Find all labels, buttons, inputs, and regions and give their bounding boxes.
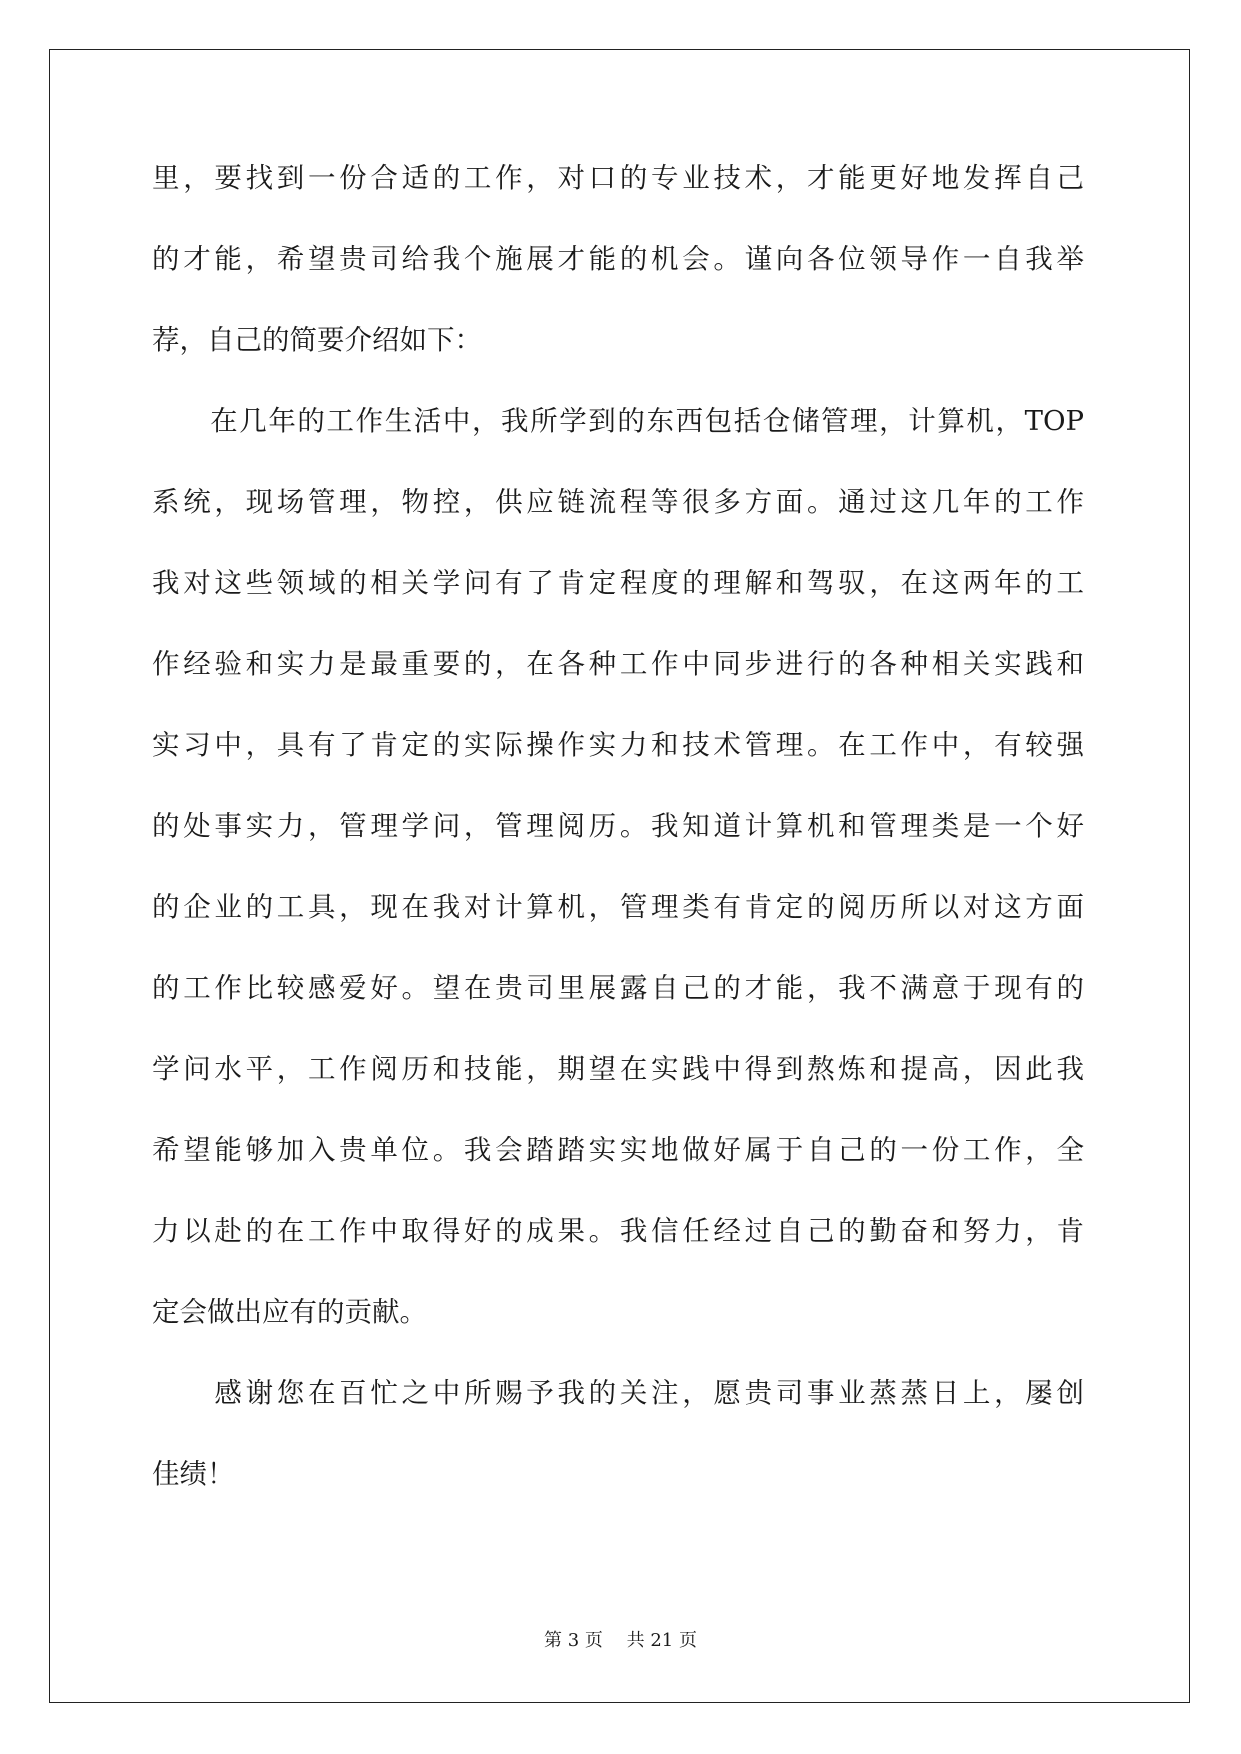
text-line: 在几年的工作生活中，我所学到的东西包括仓储管理，计算机，TOP — [152, 405, 1084, 437]
text-line: 学问水平，工作阅历和技能，期望在实践中得到熬炼和提高，因此我 — [152, 1053, 1084, 1085]
text-line: 里，要找到一份合适的工作，对口的专业技术，才能更好地发挥自己 — [152, 162, 1084, 194]
text-line: 作经验和实力是最重要的，在各种工作中同步进行的各种相关实践和 — [152, 648, 1084, 680]
text-line: 实习中，具有了肯定的实际操作实力和技术管理。在工作中，有较强 — [152, 729, 1084, 761]
page-number-footer: 第 3 页 共 21 页 — [544, 1630, 697, 1651]
text-line: 的企业的工具，现在我对计算机，管理类有肯定的阅历所以对这方面 — [152, 891, 1084, 923]
text-line: 的处事实力，管理学问，管理阅历。我知道计算机和管理类是一个好 — [152, 810, 1084, 842]
text-line: 的工作比较感爱好。望在贵司里展露自己的才能，我不满意于现有的 — [152, 972, 1084, 1004]
text-line: 定会做出应有的贡献。 — [152, 1296, 427, 1328]
text-line: 我对这些领域的相关学问有了肯定程度的理解和驾驭，在这两年的工 — [152, 567, 1084, 599]
text-line: 的才能，希望贵司给我个施展才能的机会。谨向各位领导作一自我举 — [152, 243, 1084, 275]
text-line: 力以赴的在工作中取得好的成果。我信任经过自己的勤奋和努力，肯 — [152, 1215, 1084, 1247]
text-line: 荐，自己的简要介绍如下： — [152, 324, 482, 356]
text-line: 系统，现场管理，物控，供应链流程等很多方面。通过这几年的工作 — [152, 486, 1084, 518]
document-body — [152, 160, 1084, 1537]
text-line: 佳绩！ — [152, 1458, 235, 1490]
text-line: 感谢您在百忙之中所赐予我的关注，愿贵司事业蒸蒸日上，屡创 — [152, 1377, 1084, 1409]
text-line: 希望能够加入贵单位。我会踏踏实实地做好属于自己的一份工作，全 — [152, 1134, 1084, 1166]
